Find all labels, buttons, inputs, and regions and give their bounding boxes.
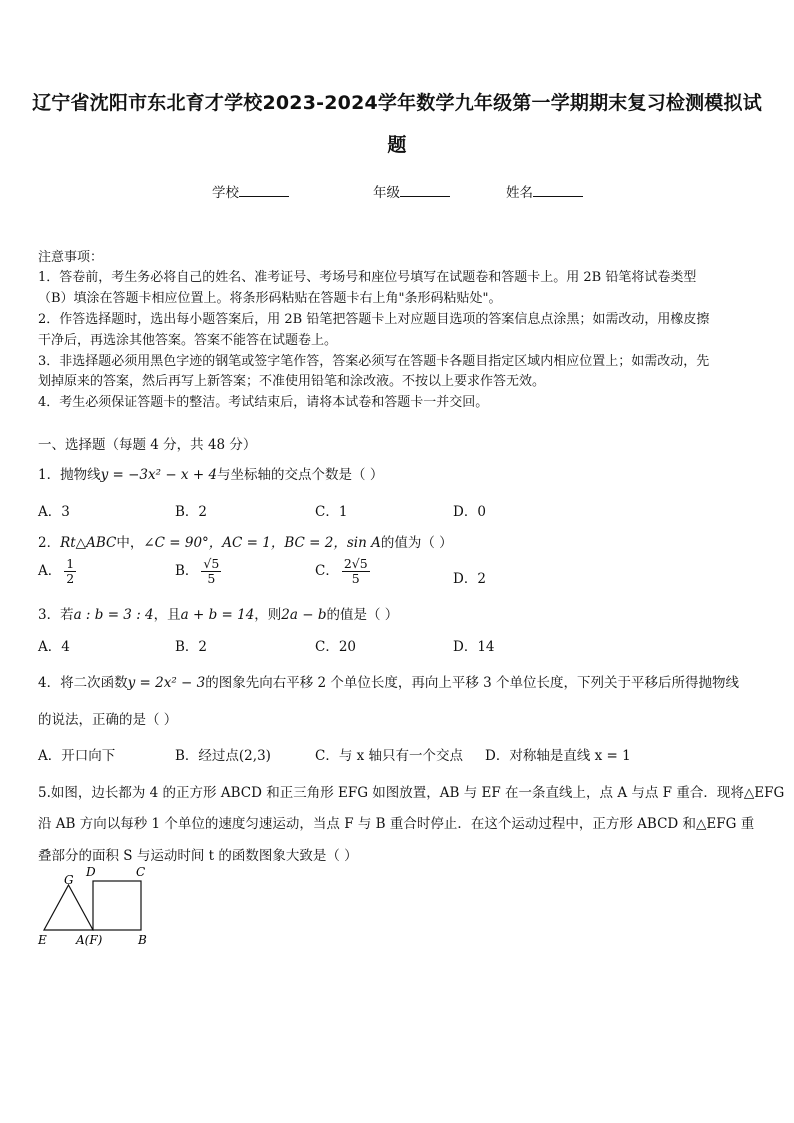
name-label: 姓名 (506, 185, 533, 201)
q3-sum: a + b = 14 (180, 607, 255, 623)
q4-prefix: 4．将二次函数 (38, 675, 128, 691)
question-3 (38, 603, 398, 623)
q2-triangle: Rt△ABC (60, 535, 117, 551)
q1-suffix: 与坐标轴的交点个数是（ ） (217, 467, 384, 483)
question-2 (38, 531, 453, 551)
q2-option-a[interactable] (38, 557, 79, 586)
q3-option-d[interactable]: D．14 (453, 639, 495, 655)
q4-option-d[interactable]: D．对称轴是直线 x = 1 (485, 748, 631, 764)
school-blank[interactable] (239, 184, 289, 197)
label-af: A(F) (76, 933, 103, 947)
q3-option-a[interactable]: A．4 (38, 639, 70, 655)
school-label: 学校 (212, 185, 239, 201)
notice-line: 4．考生必须保证答题卡的整洁。考试结束后，请将本试卷和答题卡一并交回。 (38, 395, 489, 410)
exam-title-line1: 辽宁省沈阳市东北育才学校2023-2024学年数学九年级第一学期期末复习检测模拟试 (32, 92, 762, 114)
question-5-line1: 5.如图，边长都为 4 的正方形 ABCD 和正三角形 EFG 如图放置，AB 与 EF 在一条直线上，点 A 与点 F 重合．现将△EFG (38, 785, 785, 801)
q4-expression: y = 2x² − 3 (127, 675, 206, 691)
numerator: 1 (66, 556, 75, 571)
school-field (212, 181, 289, 201)
section-heading: 一、选择题（每题 4 分，共 48 分） (38, 437, 257, 453)
q2-option-c-label: C． (315, 562, 339, 579)
q1-option-d[interactable]: D．0 (453, 504, 486, 520)
q3-option-b[interactable]: B．2 (175, 639, 208, 655)
question-5-line3: 叠部分的面积 S 与运动时间 t 的函数图象大致是（ ） (38, 848, 358, 864)
q1-expression: y = −3x² − x + 4 (100, 467, 218, 483)
label-c: C (136, 865, 146, 879)
denominator: 2 (66, 570, 75, 586)
triangle-efg (44, 885, 93, 930)
q3-suffix: 的值是（ ） (326, 607, 399, 623)
q2-suffix: 的值为（ ） (380, 535, 453, 551)
question-4 (38, 671, 739, 691)
grade-label: 年级 (373, 185, 400, 201)
label-b: B (138, 933, 147, 947)
q3-mid2: ，则 (254, 607, 282, 623)
q1-option-a[interactable]: A．3 (38, 504, 70, 520)
denominator: 5 (351, 570, 360, 586)
q1-prefix: 1．抛物线 (38, 467, 101, 483)
numerator: √5 (203, 556, 220, 571)
label-g: G (64, 873, 74, 887)
q1-option-b[interactable]: B．2 (175, 504, 208, 520)
label-d: D (86, 865, 96, 879)
q2-conditions: ∠C = 90°，AC = 1，BC = 2，sin A (143, 535, 381, 551)
q2-option-d[interactable]: D．2 (453, 571, 486, 587)
q3-ratio: a : b = 3 : 4 (73, 607, 154, 623)
q2-middle: 中， (116, 535, 144, 551)
q2-prefix: 2． (38, 535, 61, 551)
notice-line: 干净后，再选涂其他答案。答案不能答在试题卷上。 (38, 333, 338, 348)
q3-mid1: ，且 (153, 607, 181, 623)
grade-field (373, 181, 450, 201)
q2-option-b-label: B． (175, 562, 199, 579)
q1-option-c[interactable]: C．1 (315, 504, 348, 520)
q2-option-a-label: A． (38, 562, 62, 579)
q4-suffix: 的图象先向右平移 2 个单位长度，再向上平移 3 个单位长度，下列关于平移后所得抛物线 (205, 675, 740, 691)
q2-option-b[interactable] (175, 557, 224, 586)
grade-blank[interactable] (400, 184, 450, 197)
name-blank[interactable] (533, 184, 583, 197)
q2-option-c-fraction (342, 557, 370, 586)
notice-heading: 注意事项： (38, 250, 104, 265)
q5-figure (30, 862, 170, 952)
notice-line: 1．答卷前，考生务必将自己的姓名、准考证号、考场号和座位号填写在试题卷和答题卡上。用 2B 铅笔将试卷类型 (38, 270, 697, 285)
q3-target: 2a − b (281, 607, 327, 623)
q2-option-c[interactable] (315, 557, 373, 586)
notice-line: 2．作答选择题时，选出每小题答案后，用 2B 铅笔把答题卡上对应题目选项的答案信息点涂黑；如需改动，用橡皮擦 (38, 312, 710, 327)
square-abcd (93, 881, 141, 930)
notice-line: 划掉原来的答案，然后再写上新答案；不准使用铅笔和涂改液。不按以上要求作答无效。 (38, 374, 546, 389)
notice-line: 3．非选择题必须用黑色字迹的钢笔或签字笔作答，答案必须写在答题卡各题目指定区域内相应位置上；如需改动，先 (38, 354, 710, 369)
question-1 (38, 463, 383, 483)
q3-option-c[interactable]: C．20 (315, 639, 357, 655)
q4-option-a[interactable]: A．开口向下 (38, 748, 116, 764)
q2-option-b-fraction (201, 557, 221, 586)
exam-title-line2: 题 (387, 134, 407, 156)
notice-line: （B）填涂在答题卡相应位置上。将条形码粘贴在答题卡右上角"条形码粘贴处"。 (38, 291, 502, 306)
q4-option-c[interactable]: C．与 x 轴只有一个交点 (315, 748, 464, 764)
q2-option-a-fraction (64, 557, 76, 586)
q4-option-b[interactable]: B．经过点(2,3) (175, 748, 271, 764)
label-e: E (38, 933, 47, 947)
question-5-line2: 沿 AB 方向以每秒 1 个单位的速度匀速运动，当点 F 与 B 重合时停止．在这个运动过程中，正方形 ABCD 和△EFG 重 (38, 816, 755, 832)
denominator: 5 (207, 570, 216, 586)
name-field (506, 181, 583, 201)
numerator: 2√5 (343, 556, 368, 571)
question-4-line2: 的说法，正确的是（ ） (38, 712, 178, 728)
q3-prefix: 3．若 (38, 607, 74, 623)
